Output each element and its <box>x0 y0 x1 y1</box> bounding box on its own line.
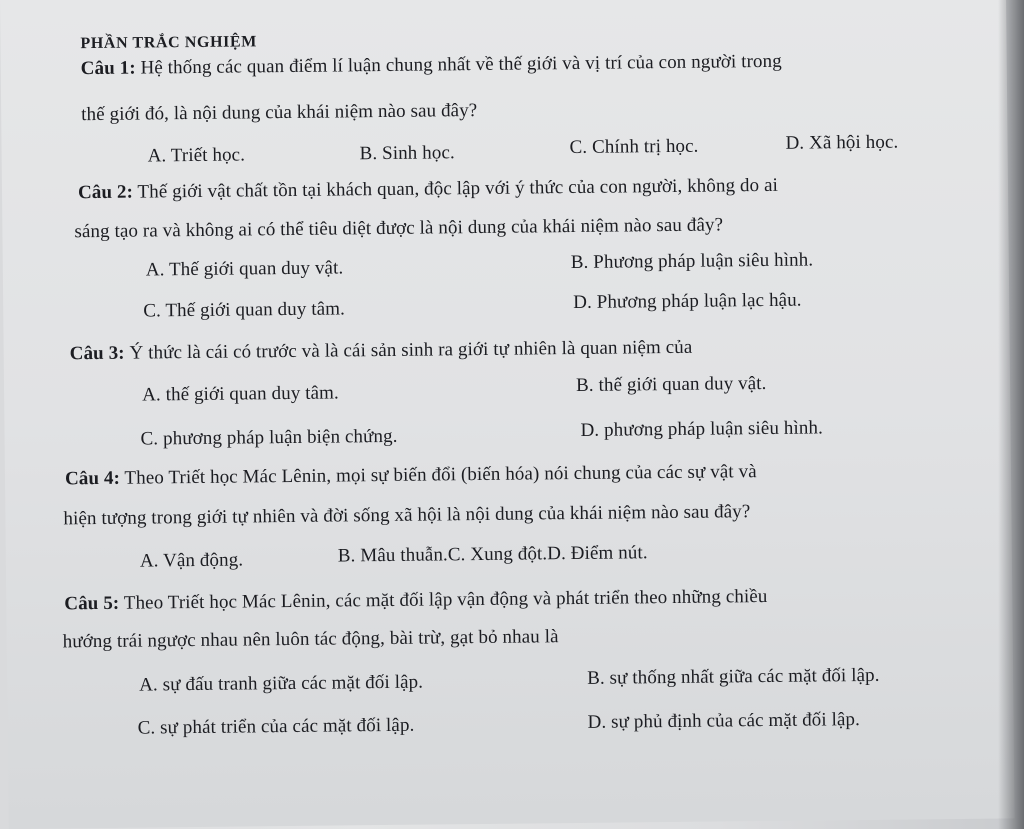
question-1-option-c: C. Chính trị học. <box>569 135 699 159</box>
question-4-line-1 <box>65 461 757 490</box>
section-title: PHẦN TRẮC NGHIỆM <box>80 33 257 53</box>
question-2-line-1 <box>78 175 778 204</box>
question-1-line-1 <box>81 51 782 80</box>
question-3-option-a: A. thế giới quan duy tâm. <box>142 382 339 406</box>
question-4-number: Câu 4: <box>64 467 121 490</box>
question-1-text: Hệ thống các quan điểm lí luận chung nhất về thế giới và vị trí của con người trong <box>140 50 782 79</box>
question-3-option-d: D. phương pháp luận siêu hình. <box>580 417 823 441</box>
question-2-number: Câu 2: <box>77 181 134 204</box>
question-4-options-b-c-d: B. Mâu thuẫn.C. Xung đột.D. Điểm nút. <box>337 542 648 567</box>
question-5-text: Theo Triết học Mác Lênin, các mặt đối lập vận động và phát triển theo những chiều <box>123 585 768 614</box>
question-2-option-d: D. Phương pháp luận lạc hậu. <box>573 289 802 314</box>
question-5-line-2: hướng trái ngược nhau nên luôn tác động, bài trừ, gạt bỏ nhau là <box>62 626 559 653</box>
question-3-option-c: C. phương pháp luận biện chứng. <box>140 425 398 450</box>
question-5-option-a: A. sự đấu tranh giữa các mặt đối lập. <box>139 671 424 696</box>
question-3-line-1 <box>70 337 693 366</box>
question-5-option-b: B. sự thống nhất giữa các mặt đối lập. <box>587 664 880 689</box>
question-3-number: Câu 3: <box>69 342 125 365</box>
question-2-text: Thế giới vật chất tồn tại khách quan, độc lập với ý thức của con người, không do ai <box>137 174 779 203</box>
question-5-line-1 <box>64 586 767 615</box>
question-4-text: Theo Triết học Mác Lênin, mọi sự biến đổi (biến hóa) nói chung của các sự vật và <box>124 461 757 489</box>
question-2-option-b: B. Phương pháp luận siêu hình. <box>570 249 814 274</box>
question-5-option-c: C. sự phát triển của các mặt đối lập. <box>137 714 415 739</box>
question-4-line-2: hiện tượng trong giới tự nhiên và đời sống xã hội là nội dung của khái niệm nào sau đây? <box>63 501 751 530</box>
page-edge-shadow <box>998 0 1024 829</box>
question-1-option-a: A. Triết học. <box>147 144 246 167</box>
question-1-number: Câu 1: <box>80 57 136 80</box>
question-1-line-2: thế giới đó, là nội dung của khái niệm nào sau đây? <box>81 100 478 126</box>
question-2-option-c: C. Thế giới quan duy tâm. <box>143 298 346 322</box>
question-5-number: Câu 5: <box>64 592 120 615</box>
question-3-text: Ý thức là cái có trước và là cái sản sinh ra giới tự nhiên là quan niệm của <box>129 336 693 364</box>
question-2-line-2: sáng tạo ra và không ai có thể tiêu diệt được là nội dung của khái niệm nào sau đây? <box>74 214 724 243</box>
question-1-option-b: B. Sinh học. <box>359 142 455 165</box>
question-1-option-d: D. Xã hội học. <box>785 131 899 154</box>
question-2-option-a: A. Thế giới quan duy vật. <box>145 257 344 281</box>
question-4-option-a: A. Vận động. <box>139 549 244 572</box>
question-5-option-d: D. sự phủ định của các mặt đối lập. <box>587 709 861 733</box>
question-3-option-b: B. thế giới quan duy vật. <box>575 372 767 396</box>
